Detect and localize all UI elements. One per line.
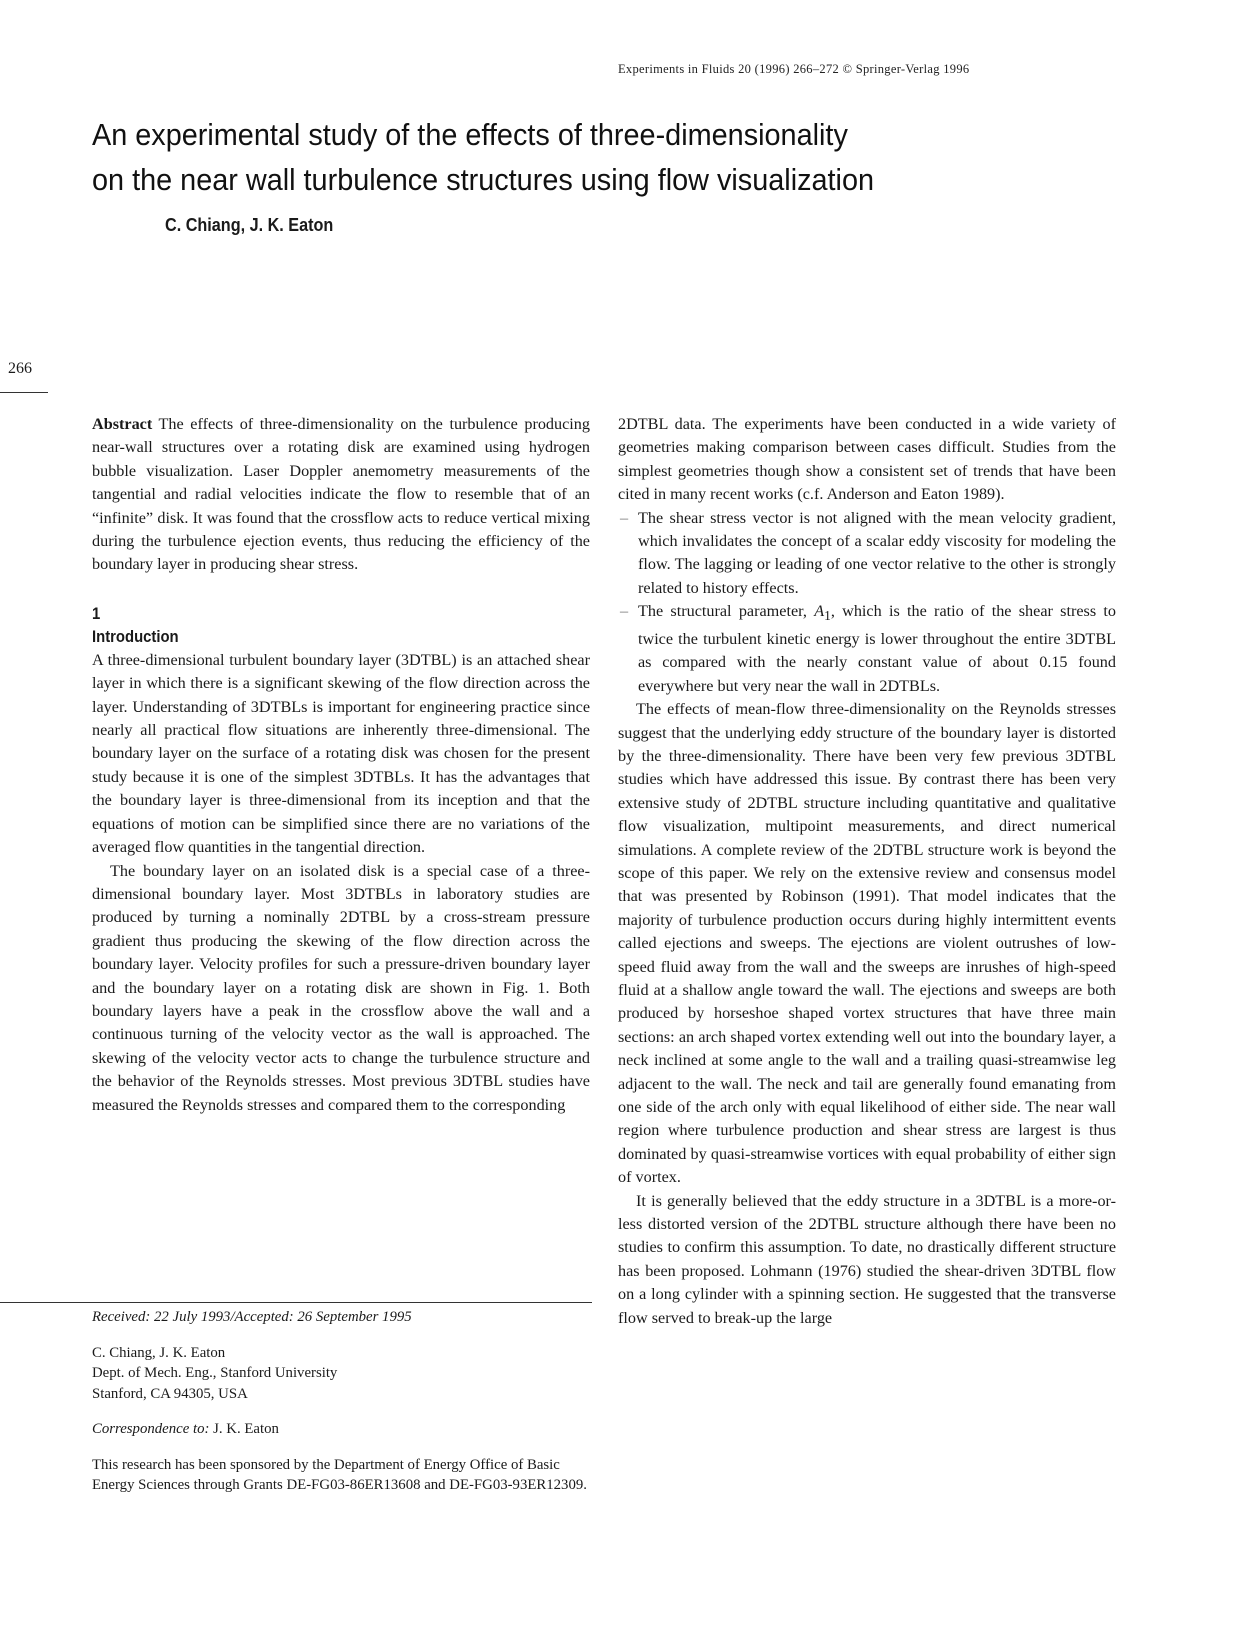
correspondence-label: Correspondence to: — [92, 1421, 210, 1437]
funding-note: This research has been sponsored by the Department of Energy Office of Basic Energy Sciences through Grants DE-FG03-86ER13608 and DE-FG03-93ER12309. — [92, 1456, 587, 1493]
title-line-2: on the near wall turbulence structures using flow visualization — [92, 162, 875, 197]
correspondence-name: J. K. Eaton — [213, 1421, 279, 1437]
list-item-text-pre: The structural parameter, — [638, 602, 815, 621]
dash-bullet: – — [620, 508, 629, 527]
math-subscript: 1 — [824, 608, 831, 624]
footnotes — [92, 1307, 590, 1496]
list-item-text-post: , which is the ratio of the shear stress to twice the turbulent kinetic energy is lower throughout the entire 3DTBL as compared with the nearly constant value of about 0.15 found everywhere but very near the wall in 2DTBLs. — [638, 602, 1116, 695]
math-symbol: A — [814, 602, 825, 621]
affiliation-dept: Dept. of Mech. Eng., Stanford University — [92, 1365, 338, 1381]
right-paragraph-3: It is generally believed that the eddy structure in a 3DTBL is a more-or-less distorted version of the 2DTBL structure although there have been no studies to confirm this assumption. To date, no drastically different structure has been proposed. Lohmann (1976) studied the shear-driven 3DTBL flow on a long cylinder with a spinning section. He suggested that the transverse flow served to break-up the large — [618, 1191, 1116, 1327]
intro-paragraph-2: The boundary layer on an isolated disk is a special case of a three-dimensional boundary layer. Most 3DTBLs in laboratory studies are produced by turning a nominally 2DTBL by a cross-stream pressure gradient thus producing the skewing of the flow direction across the boundary layer. Velocity profiles for such a pressure-driven boundary layer and the boundary layer on a rotating disk are shown in Fig. 1. Both boundary layers have a peak in the crossflow above the wall and a continuous turning of the velocity vector as the wall is approached. The skewing of the velocity vector acts to change the turbulence structure and the behavior of the Reynolds stresses. Most previous 3DTBL studies have measured the Reynolds stresses and compared them to the corresponding — [92, 861, 590, 1114]
abstract — [92, 413, 590, 577]
page-number-rule — [0, 392, 48, 393]
right-paragraph-2: The effects of mean-flow three-dimensionality on the Reynolds stresses suggest that the underlying eddy structure of the boundary layer is distorted by the three-dimensionality. There have been very few previous 3DTBL studies which have addressed this issue. By contrast there has been very extensive study of 2DTBL structure including quantitative and qualitative flow visualization, multipoint measurements, and direct numerical simulations. A complete review of the 2DTBL structure work is beyond the scope of this paper. We rely on the extensive review and consensus model that was presented by Robinson (1991). That model indicates that the majority of turbulence production occurs during highly intermittent events called ejections and sweeps. The ejections are violent outrushes of low-speed fluid away from the wall and the sweeps are inrushes of high-speed fluid at a shallow angle toward the wall. The ejections and sweeps are both produced by horseshoe shaped vortex structures that have three main sections: an arch shaped vortex extending well out into the boundary layer, a neck inclined at some angle to the wall and a trailing quasi-streamwise leg adjacent to the wall. The neck and tail are generally found emanating from one side of the arch only with equal likelihood of either side. The near wall region where turbulence production and shear stress are largest is thus dominated by quasi-streamwise vortices with equal probability of either sign of vortex. — [618, 700, 1116, 1187]
author-affiliation — [92, 1343, 590, 1405]
dash-bullet: – — [620, 602, 629, 621]
title-line-1: An experimental study of the effects of three-dimensionality — [92, 117, 848, 152]
left-column — [92, 413, 590, 1117]
list-item-text: The shear stress vector is not aligned with the mean velocity gradient, which invalidates the concept of a scalar eddy viscosity for modeling the flow. The lagging or leading of one vector relative to the other is strongly related to history effects. — [638, 508, 1116, 597]
section-title: Introduction — [92, 627, 179, 646]
list-item — [618, 507, 1116, 601]
author-list: C. Chiang, J. K. Eaton — [165, 215, 334, 235]
received-dates: Received: 22 July 1993/Accepted: 26 September 1995 — [92, 1309, 412, 1325]
abstract-label: Abstract — [92, 415, 153, 433]
trend-list — [618, 507, 1116, 698]
article-title — [92, 112, 1022, 202]
affiliation-address: Stanford, CA 94305, USA — [92, 1385, 248, 1402]
affiliation-authors: C. Chiang, J. K. Eaton — [92, 1344, 226, 1361]
list-item — [618, 600, 1116, 698]
correspondence — [92, 1419, 590, 1440]
intro-paragraph-1: A three-dimensional turbulent boundary layer (3DTBL) is an attached shear layer in which there is a significant skewing of the flow direction across the layer. Understanding of 3DTBLs is important for engineering practice since nearly all practical flow situations are inherently three-dimensional. The boundary layer on the surface of a rotating disk was chosen for the present study because it is one of the simplest 3DTBLs. It has the advantages that the boundary layer is three-dimensional from its inception and that the equations of motion can be simplified since there are no variations of the averaged flow quantities in the tangential direction. — [92, 650, 590, 857]
journal-reference: Experiments in Fluids 20 (1996) 266–272 © Springer-Verlag 1996 — [618, 62, 970, 76]
right-column — [618, 413, 1116, 1330]
section-heading — [92, 603, 540, 649]
abstract-text: The effects of three-dimensionality on the turbulence producing near-wall structures over a rotating disk are examined using hydrogen bubble visualization. Laser Doppler anemometry measurements of the tangential and radial velocities indicate the flow to resemble that of an “infinite” disk. It was found that the crossflow acts to reduce vertical mixing during the turbulence ejection events, thus reducing the efficiency of the boundary layer in producing shear stress. — [92, 415, 590, 574]
footnote-rule — [0, 1302, 592, 1303]
page-number: 266 — [8, 360, 32, 377]
right-paragraph-continued: 2DTBL data. The experiments have been conducted in a wide variety of geometries making comparison between cases difficult. Studies from the simplest geometries though show a consistent set of trends that have been cited in many recent works (c.f. Anderson and Eaton 1989). — [618, 415, 1116, 504]
section-number: 1 — [92, 604, 101, 623]
